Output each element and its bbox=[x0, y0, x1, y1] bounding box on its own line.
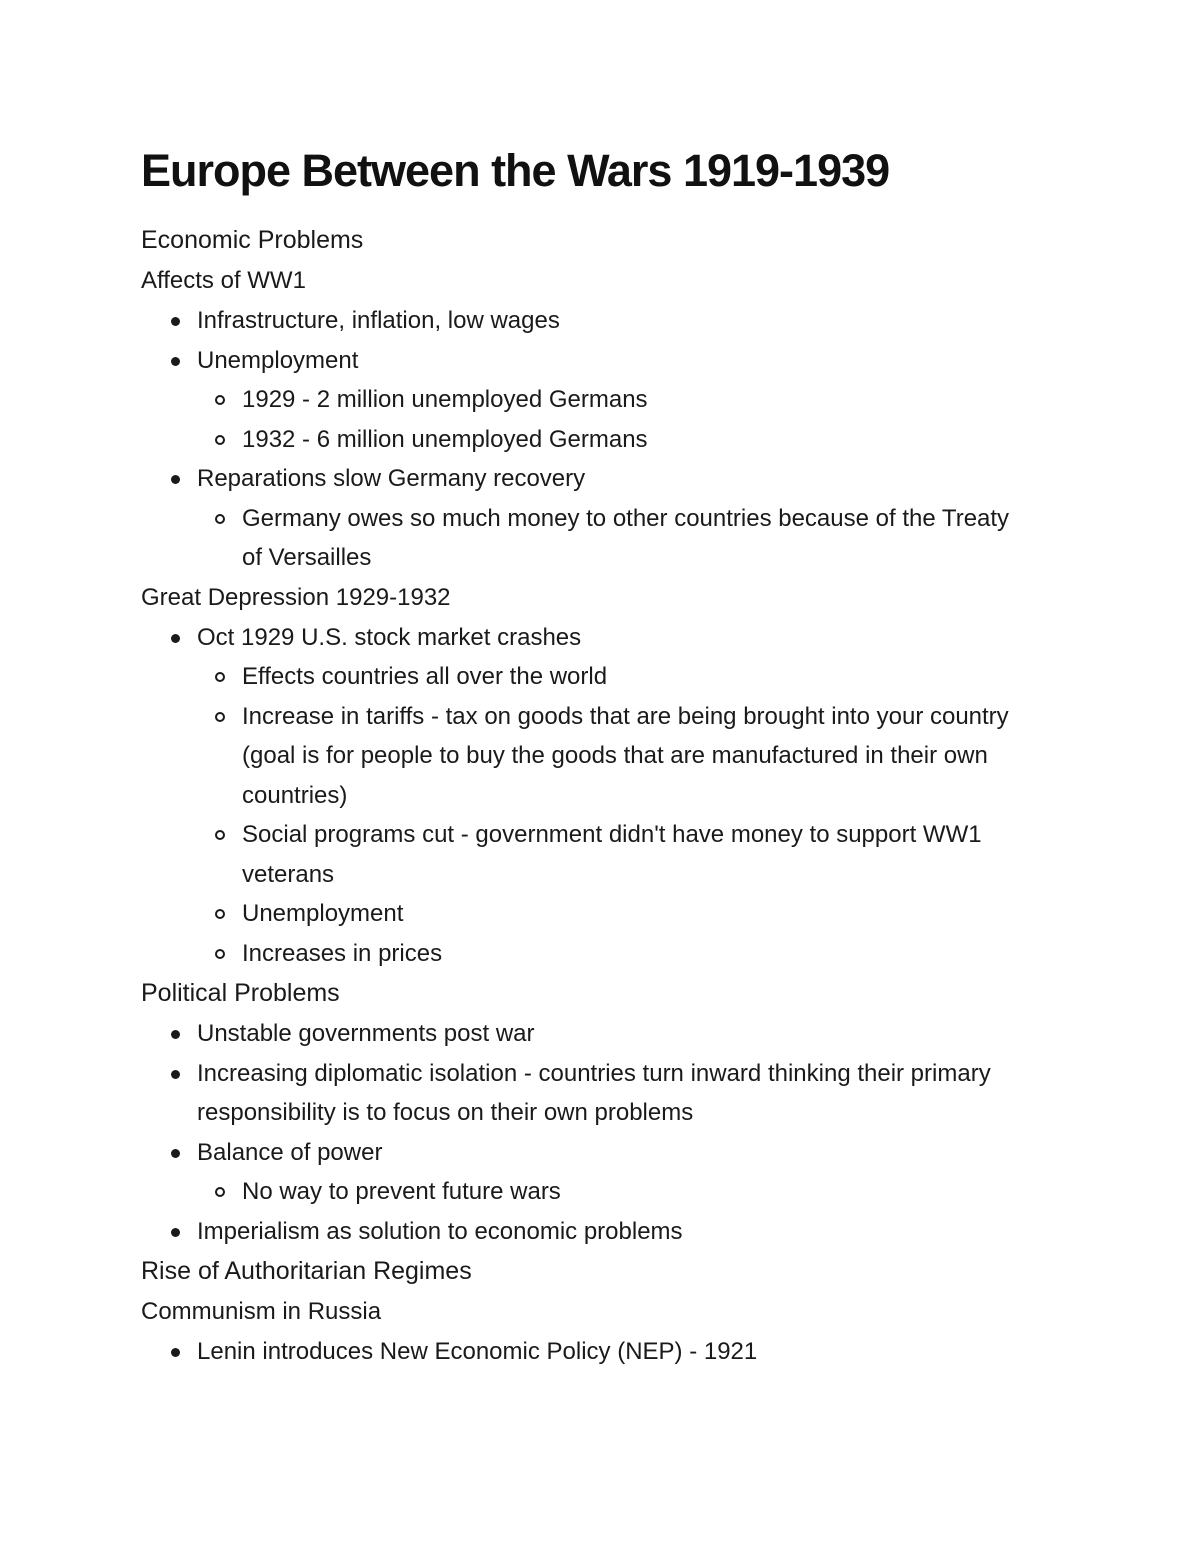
hollow-bullet-icon bbox=[215, 712, 225, 722]
bullet-icon bbox=[171, 1228, 180, 1237]
subheading-communism-in-russia: Communism in Russia bbox=[141, 1298, 382, 1325]
reparations-sub-list bbox=[197, 499, 1061, 578]
list-item: Unstable governments post war bbox=[141, 1014, 1061, 1054]
subheading-great-depression: Great Depression 1929-1932 bbox=[141, 583, 451, 611]
bullet-icon bbox=[171, 357, 180, 366]
document-page bbox=[141, 140, 1061, 1372]
list-item: Balance of power No way to prevent future wars bbox=[141, 1133, 1061, 1212]
hollow-bullet-icon bbox=[215, 395, 225, 405]
list-item: Social programs cut - government didn't have money to support WW1 veterans bbox=[197, 815, 1061, 894]
hollow-bullet-icon bbox=[215, 830, 225, 840]
list-item: Increasing diplomatic isolation - countries turn inward thinking their primary responsibility is to focus on their own problems bbox=[141, 1054, 1061, 1133]
hollow-bullet-icon bbox=[215, 1187, 225, 1197]
list-item: Effects countries all over the world bbox=[197, 657, 1061, 697]
ww1-bullet-list bbox=[141, 301, 1061, 578]
list-item: Increase in tariffs - tax on goods that are being brought into your country (goal is for people to buy the goods that are manufactured in their own countries) bbox=[197, 697, 1061, 816]
list-item: Germany owes so much money to other countries because of the Treaty of Versailles bbox=[197, 499, 1061, 578]
list-item: Oct 1929 U.S. stock market crashes Effects countries all over the world Increase in tariffs - tax on goods that are being brought into your country (goal is for people to buy the goods that are manufactured in their own countries) Social programs cut - government didn't have money to support WW1 veterans Unemployment Increases in prices bbox=[141, 618, 1061, 974]
depression-bullet-list bbox=[141, 618, 1061, 974]
document-title: Europe Between the Wars 1919-1939 bbox=[141, 145, 890, 196]
list-item: Unemployment bbox=[197, 894, 1061, 934]
list-item: Unemployment 1929 - 2 million unemployed Germans 1932 - 6 million unemployed Germans bbox=[141, 341, 1061, 460]
bullet-icon bbox=[171, 475, 180, 484]
list-item: Lenin introduces New Economic Policy (NEP) - 1921 bbox=[141, 1332, 1061, 1372]
bullet-icon bbox=[171, 1030, 180, 1039]
bullet-icon bbox=[171, 1149, 180, 1158]
hollow-bullet-icon bbox=[215, 435, 225, 445]
bullet-icon bbox=[171, 317, 180, 326]
section-heading-economic-problems: Economic Problems bbox=[141, 226, 364, 254]
list-item: Imperialism as solution to economic problems bbox=[141, 1212, 1061, 1252]
stock-market-sub-list bbox=[197, 657, 1061, 973]
list-item: 1929 - 2 million unemployed Germans bbox=[197, 380, 1061, 420]
hollow-bullet-icon bbox=[215, 949, 225, 959]
russia-bullet-list bbox=[141, 1332, 1061, 1372]
bullet-icon bbox=[171, 1070, 180, 1079]
subheading-affects-of-ww1: Affects of WW1 bbox=[141, 267, 306, 294]
list-item: Infrastructure, inflation, low wages bbox=[141, 301, 1061, 341]
bullet-icon bbox=[171, 634, 180, 643]
section-heading-authoritarian-regimes: Rise of Authoritarian Regimes bbox=[141, 1257, 472, 1285]
hollow-bullet-icon bbox=[215, 514, 225, 524]
hollow-bullet-icon bbox=[215, 672, 225, 682]
bullet-icon bbox=[171, 1348, 180, 1357]
list-item: 1932 - 6 million unemployed Germans bbox=[197, 420, 1061, 460]
list-item: No way to prevent future wars bbox=[197, 1172, 1061, 1212]
balance-of-power-sub-list bbox=[197, 1172, 1061, 1212]
political-bullet-list bbox=[141, 1014, 1061, 1251]
list-item: Reparations slow Germany recovery Germany owes so much money to other countries because of the Treaty of Versailles bbox=[141, 459, 1061, 578]
section-heading-political-problems: Political Problems bbox=[141, 979, 340, 1007]
unemployment-sub-list bbox=[197, 380, 1061, 459]
hollow-bullet-icon bbox=[215, 909, 225, 919]
list-item: Increases in prices bbox=[197, 934, 1061, 974]
